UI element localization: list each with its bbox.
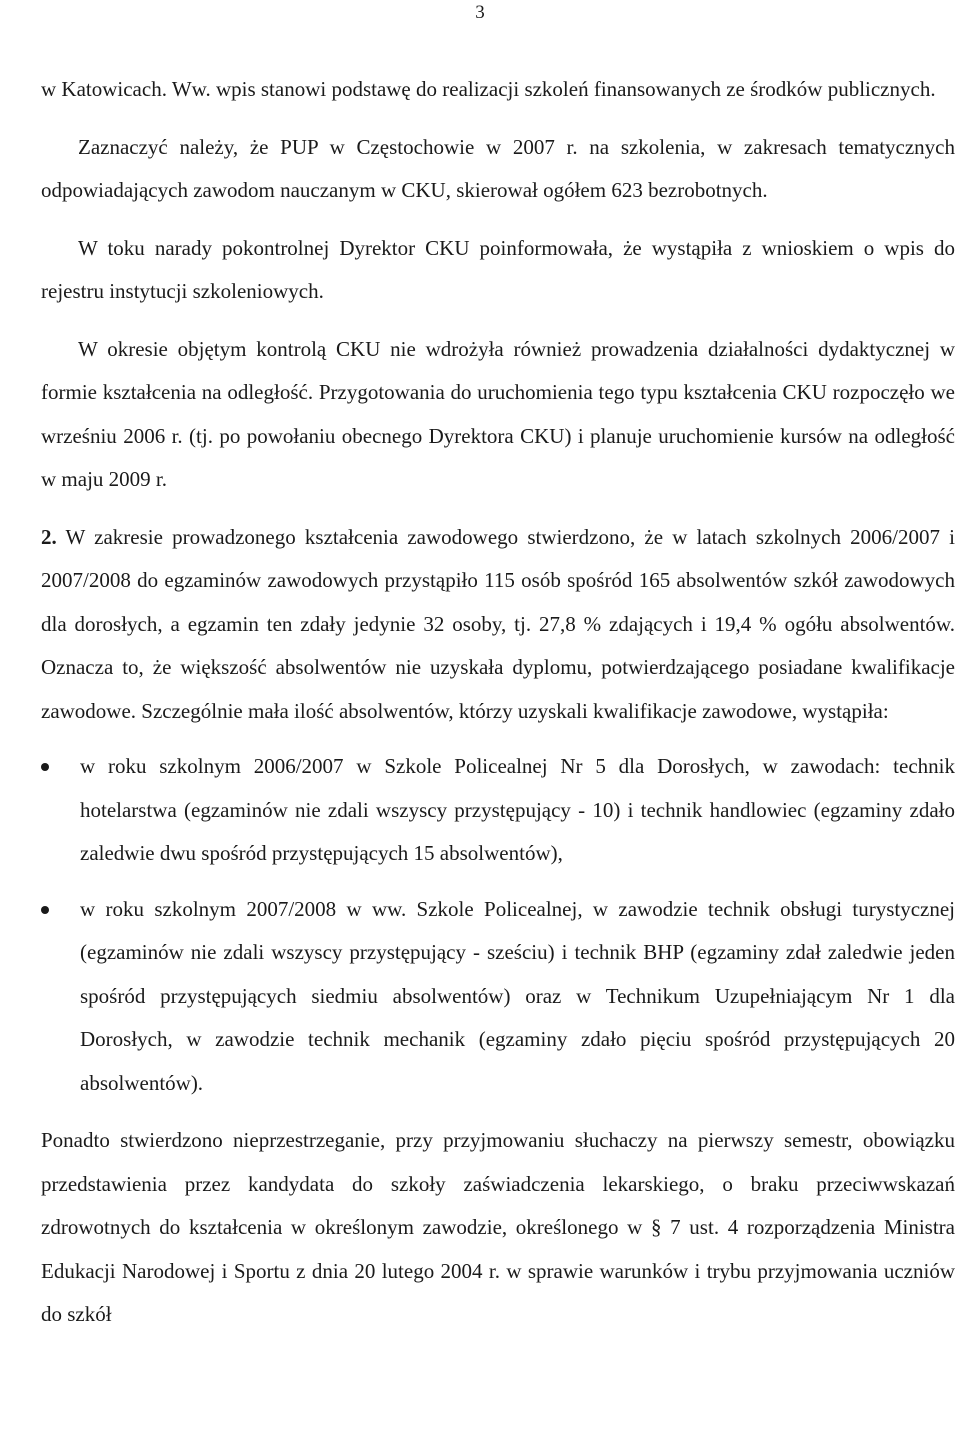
- list-item: [41, 745, 955, 876]
- paragraph-pup-czestochowa: Zaznaczyć należy, że PUP w Częstochowie w 2007 r. na szkolenia, w zakresach tematycznych odpowiadających zawodom nauczanym w CKU, skierował ogółem 623 bezrobotnych.: [41, 134, 955, 202]
- list-item-text: w roku szkolnym 2006/2007 w Szkole Policealnej Nr 5 dla Dorosłych, w zawodach: technik hotelarstwa (egzaminów nie zdali wszyscy przystępujący - 10) i technik handlowiec (egzaminy zdało zaledwie dwu spośród przystępujących 15 absolwentów),: [80, 754, 955, 865]
- paragraph-ksztalcenie-na-odleglosc: W okresie objętym kontrolą CKU nie wdrożyła również prowadzenia działalności dydaktycznej w formie kształcenia na odległość. Przygotowania do uruchomienia tego typu kształcenia CKU rozpoczęło we wrześniu 2006 r. (tj. po powołaniu obecnego Dyrektora CKU) i planuje uruchomienie kursów na odległość w maju 2009 r.: [41, 336, 955, 491]
- list-item-text: w roku szkolnym 2007/2008 w ww. Szkole Policealnej, w zawodzie technik obsługi turystycznej (egzaminów nie zdali wszyscy przystępujący - sześciu) i technik BHP (egzaminy zdał zaledwie jeden spośród przystępujących siedmiu absolwentów) oraz w Technikum Uzupełniającym Nr 1 dla Dorosłych, w zawodzie technik mechanik (egzaminy zdało pięciu spośród przystępujących 20 absolwentów).: [80, 896, 955, 1095]
- bullet-icon: [41, 906, 49, 914]
- paragraph-ksztalcenie-zawodowe-text: W zakresie prowadzonego kształcenia zawodowego stwierdzono, że w latach szkolnych 2006/2007 i 2007/2008 do egzaminów zawodowych przystąpiło 115 osób spośród 165 absolwentów szkół zawodowych dla dorosłych, a egzamin ten zdały jedynie 32 osoby, tj. 27,8 % zdających i 19,4 % ogółu absolwentów. Oznacza to, że większość absolwentów nie uzyskała dyplomu, potwierdzającego posiadane kwalifikacje zawodowe. Szczególnie mała ilość absolwentów, którzy uzyskali kwalifikacje zawodowe, wystąpiła:: [41, 524, 955, 723]
- paragraph-zaswiadczenie-lekarskie: Ponadto stwierdzono nieprzestrzeganie, przy przyjmowaniu słuchaczy na pierwszy semestr, obowiązku przedstawienia przez kandydata do szkoły zaświadczenia lekarskiego, o braku przeciwwskazań zdrowotnych do kształcenia w określonym zawodzie, określonego w § 7 ust. 4 rozporządzenia Ministra Edukacji Narodowej i Sportu z dnia 20 lutego 2004 r. w sprawie warunków i trybu przyjmowania uczniów do szkół: [41, 1128, 955, 1326]
- list-item: [41, 888, 955, 1106]
- paragraph-katowice: w Katowicach. Ww. wpis stanowi podstawę do realizacji szkoleń finansowanych ze środków publicznych.: [41, 77, 936, 101]
- paragraph-narada-pokontrolna: W toku narady pokontrolnej Dyrektor CKU poinformowała, że wystąpiła z wnioskiem o wpis do rejestru instytucji szkoleniowych.: [41, 235, 955, 303]
- document-body: [41, 68, 955, 1337]
- bullet-icon: [41, 763, 49, 771]
- bullet-list: [41, 745, 955, 1105]
- paragraph-ksztalcenie-zawodowe: [41, 516, 955, 734]
- page-number: 3: [475, 2, 485, 23]
- section-number: 2.: [41, 524, 57, 549]
